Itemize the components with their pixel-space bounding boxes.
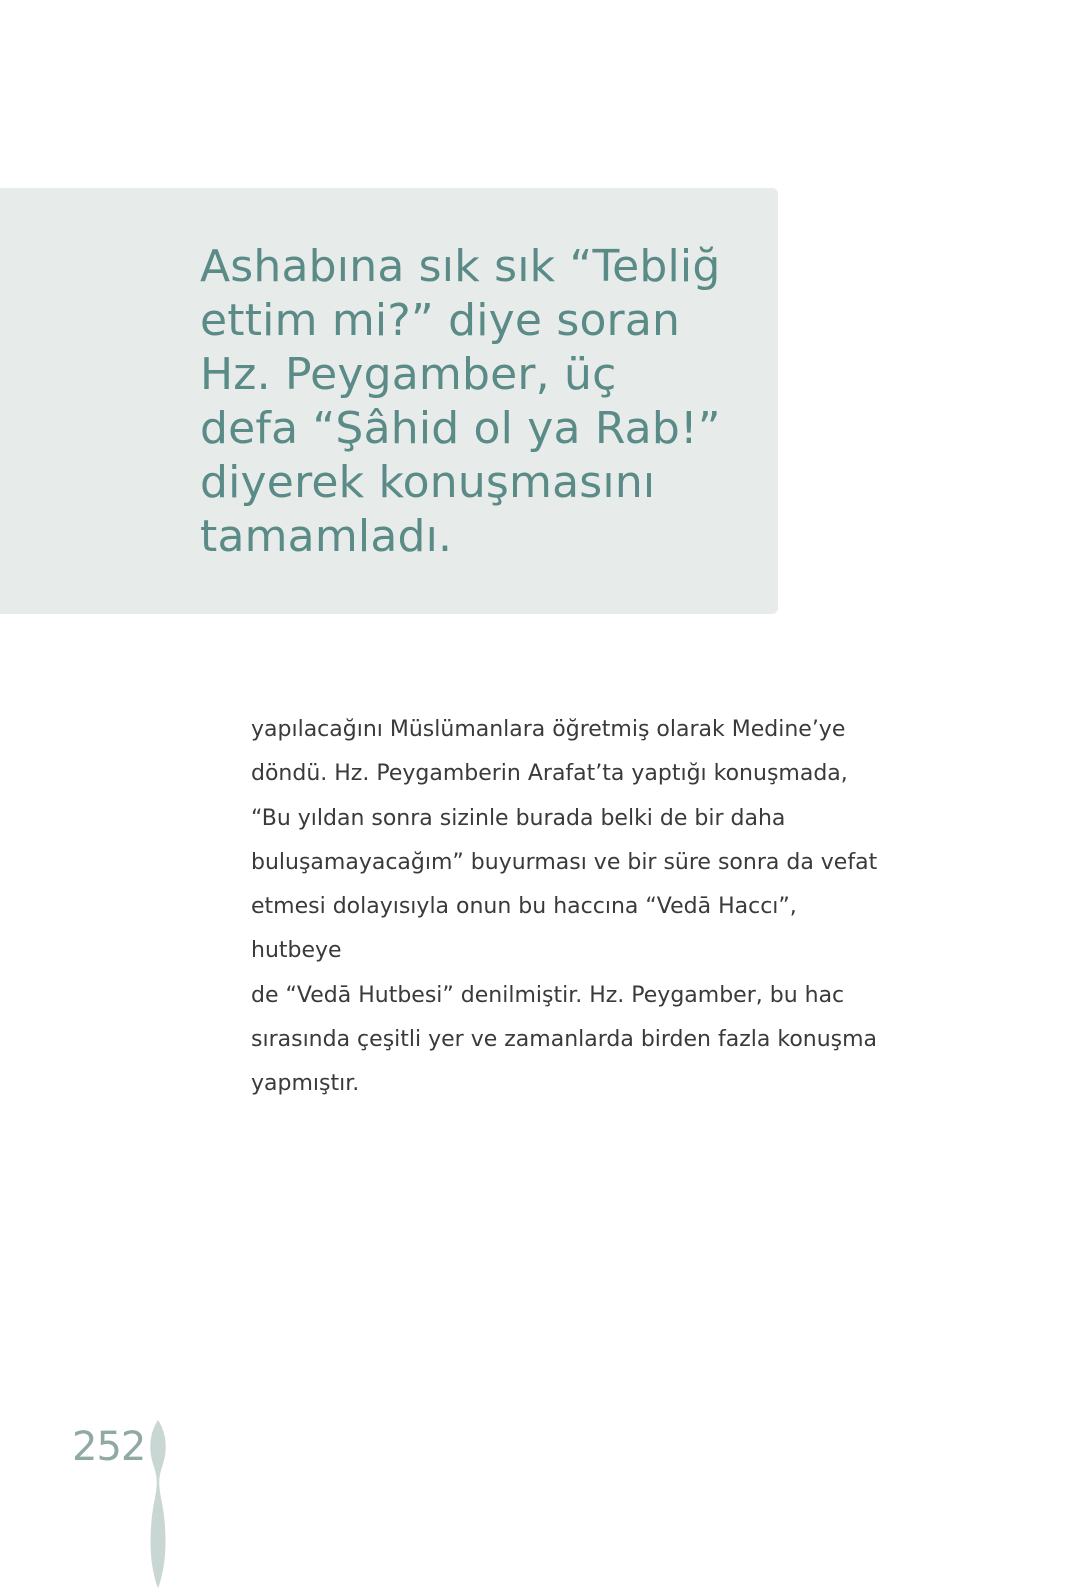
pull-quote-text: Ashabına sık sık “Tebliğ ettim mi?” diye soran Hz. Peygamber, üç defa “Şâhid ol ya Rab!” diyerek konuşmasını tamamladı.	[200, 241, 721, 562]
page-number: 252	[72, 1424, 146, 1470]
page-ornament-icon	[146, 1420, 170, 1588]
body-paragraph: yapılacağını Müslümanlara öğretmiş olarak Medine’ye döndü. Hz. Peygamberin Arafat’ta yaptığı konuşmada, “Bu yıldan sonra sizinle burada belki de bir daha buluşamayacağım” buyurması ve bir süre sonra da vefat etmesi dolayısıyla onun bu haccına “Vedā Haccı”, hutbeye de “Vedā Hutbesi” denilmiştir. Hz. Peygamber, bu hac sırasında çeşitli yer ve zamanlarda birden fazla konuşma yapmıştır.	[251, 717, 878, 1097]
